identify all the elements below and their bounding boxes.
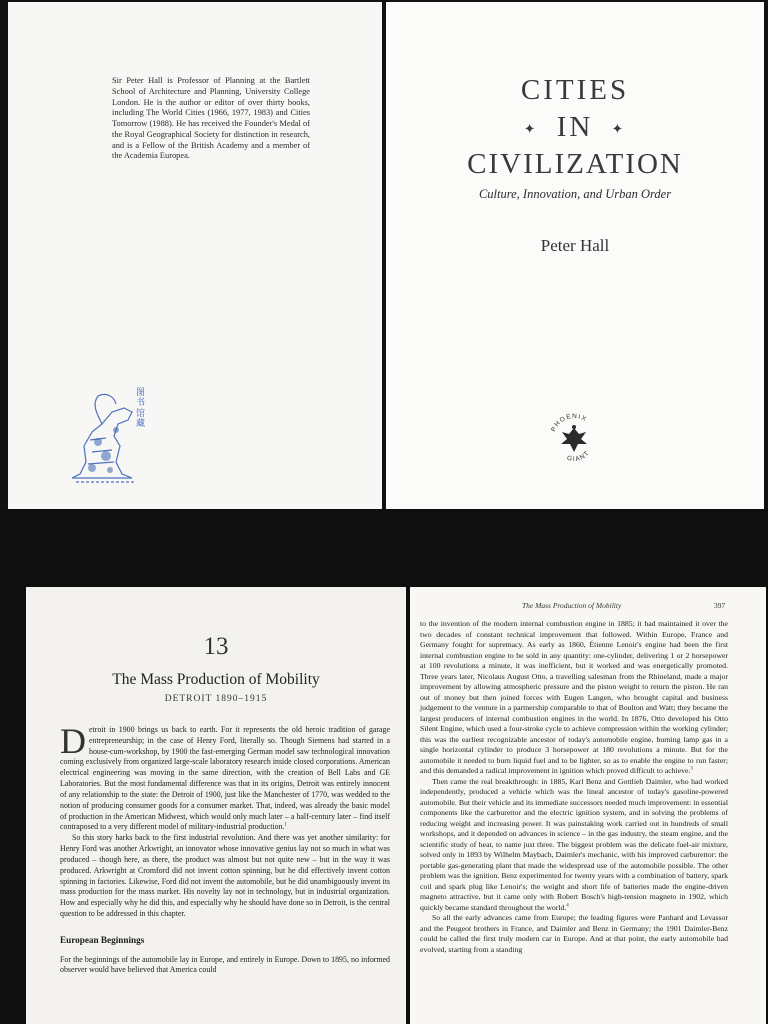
paragraph-1 (60, 721, 390, 833)
chapter-title: The Mass Production of Mobility (112, 671, 320, 688)
page-397-body (420, 619, 728, 956)
svg-text:GIANT: GIANT (566, 449, 592, 464)
publisher-logo (546, 408, 602, 476)
stamp-text: 图书馆藏 (136, 388, 146, 430)
chapter-number: 13 (203, 633, 229, 660)
right-ornament-icon: ✦ (611, 121, 627, 138)
chapter-subtitle: DETROIT 1890–1915 (164, 694, 268, 704)
title-line-cities: CITIES (520, 74, 630, 106)
page-397-paragraph-2 (420, 777, 728, 914)
footnote-1: 1 (284, 822, 287, 828)
page-397-paragraph-1-text: to the invention of the modern internal combustion engine in 1885; it had maintained it over the two decades of constant technical improvement that followed. Within Europe, France and Germany fought for supremacy. As early as 1860, Étienne Lenoir's engine had been the first internal combustion engine to be sold in any quantity: one-cylinder, delivering 1 or 2 horsepower at 100 revolutions a minute, it was inefficient, but it worked and was energetically promoted. Three years later, Nicolaus August Otto, a travelling salesman from the Rhineland, made a major improvement by allowing atmospheric pressure and the piston weight to return the piston. He ran out of money but then joined forces with Eugen Langen, who brought capital and business judgement to the venture in a partnership comparable to that of Boulton and Watt; they became the largest producers of internal combustion engines in the world. In 1876, Otto developed his Otto Silent Engine, which used a four-stroke cycle to achieve compression within the working cylinder; this was the earliest recognizable ancestor of today's automobile engine, burning lamp gas in a single horizontal cylinder to produce 3 horsepower at 180 revolutions a minute. But for the automobile it needed to burn liquid fuel and to be lighter, so as to enable the engine to run faster; and this demanded a radical improvement in ignition which proved difficult to achieve. (420, 619, 728, 776)
page-397-paragraph-2-text: Then came the real breakthrough: in 1885, Karl Benz and Gottlieb Daimler, who had worked independently, produced a vehicle which was the lineal ancestor of today's gasoline-powered automobile. But their vehicle and its immediate successors needed much improvement: in essential components like the carburettor and the electric ignition system, and in solving the problems of reducing weight and increasing power. It was painstaking work carried out in hundreds of small workshops, and it depended on advances in science – in the gas industry, the steam engine, and the scientific study of heat, to name just three. The biggest problem was the delicate fuel-air mixture, solved only in 1893 by Wilhelm Maybach, Daimler's mechanic, with his improved carburettor: the portable gas-generating plant that made the widespread use of the automobile possible. The other problem was the ignition. Benz experimented for twenty years with a combination of battery, spark coil and spark plug like Lenoir's; the weight and short life of batteries made the engine-driven magneto attractive, but it came only with Robert Bosch's high-tension magneto in 1902, which quickly became standard throughout the world. (420, 776, 728, 912)
book-title (386, 76, 764, 179)
book-subtitle: Culture, Innovation, and Urban Order (478, 187, 672, 201)
left-ornament-icon: ✦ (523, 121, 539, 138)
top-left-page (8, 2, 382, 509)
bottom-book-spread (0, 515, 768, 1024)
page-397-paragraph-1 (420, 619, 728, 777)
library-stamp (62, 382, 154, 494)
chapter-body (60, 721, 390, 976)
chapter-page-body (26, 587, 406, 1024)
author-bio: Sir Peter Hall is Professor of Planning at the Bartlett School of Architecture and Planning, University College London. He is the author or editor of over thirty books, including The World Cities (1966, 1977, 1983) and Cities Tomorrow (1988). He has received the Founder's Medal of the Royal Geographical Society for distinction in research, and is a Fellow of the British Academy and a member of the Academia Europea. (112, 76, 310, 161)
title-page (386, 2, 764, 509)
section-heading: European Beginnings (60, 934, 145, 945)
text-page-397 (410, 587, 766, 1024)
footnote-4: 4 (566, 903, 569, 909)
title-line-in-row (386, 113, 764, 142)
running-head: The Mass Production of Mobility (522, 601, 622, 610)
footnote-3: 3 (690, 766, 693, 772)
top-book-spread (0, 0, 768, 509)
phoenix-logo-icon (546, 408, 602, 476)
title-line-in: IN (556, 111, 594, 143)
paragraph-2: So this story harks back to the first industrial revolution. And there was yet another similarity: for Henry Ford was another Arkwright, an innovator whose innovative genius lay not so much in what was produced – though here, as there, the product was almost but not quite new – but in the way it was produced. Arkwright at Cromford did not invent cotton spinning, but he did effectively invent cotton spinning in factories. Likewise, Ford did not invent the automobile, but he did unambiguously invent its mass production for the mass market. His novelty lay not in technology, but in industrial organization. How and especially why he did this, and especially why he should have done so in Detroit, is the central question to be addressed in this chapter. (60, 833, 390, 919)
page-397-paragraph-3: So all the early advances came from Europe; the leading figures were Panhard and Levassor and the Peugeot brothers in France, and Daimler and Benz in Germany; the 1901 Daimler-Benz could be called the first truly modern car in Europe. And at that point, the early automobile had evolved, starting from a standing (420, 913, 728, 954)
book-author: Peter Hall (540, 236, 610, 255)
paragraph-1-text: etroit in 1900 brings us back to earth. For it represents the old heroic tradition of garage entrepreneurship; in the case of Henry Ford, literally so. Though Siemens had started in a house-cum-workshop, by 1900 the fast-emerging German model saw technological innovation coming exclusively from organized large-scale laboratory research inside closed corporations. American electrical engineering was moving in the same direction, with the creation of Bell Labs and GE Laboratories. But the most fundamental difference was that in its origins, Detroit was entirely innocent of any relationship to the state: the Detroit of 1900, just like the Manchester of 1770, was wedded to the notion of producing consumer goods for a consumer market. That, indeed, was already the basic model of production in the American Midwest, which would only much later – a half-century later – find itself contraposed to a very different model of military-industrial production. (60, 725, 390, 832)
svg-text:PHOENIX: PHOENIX (550, 412, 589, 433)
page-number: 397 (714, 601, 726, 610)
drop-cap: D (60, 721, 86, 761)
title-line-civilization: CIVILIZATION (467, 148, 683, 180)
paragraph-3: For the beginnings of the automobile lay in Europe, and entirely in Europe. Down to 1895, no informed observer would have believed that America could (60, 954, 390, 975)
